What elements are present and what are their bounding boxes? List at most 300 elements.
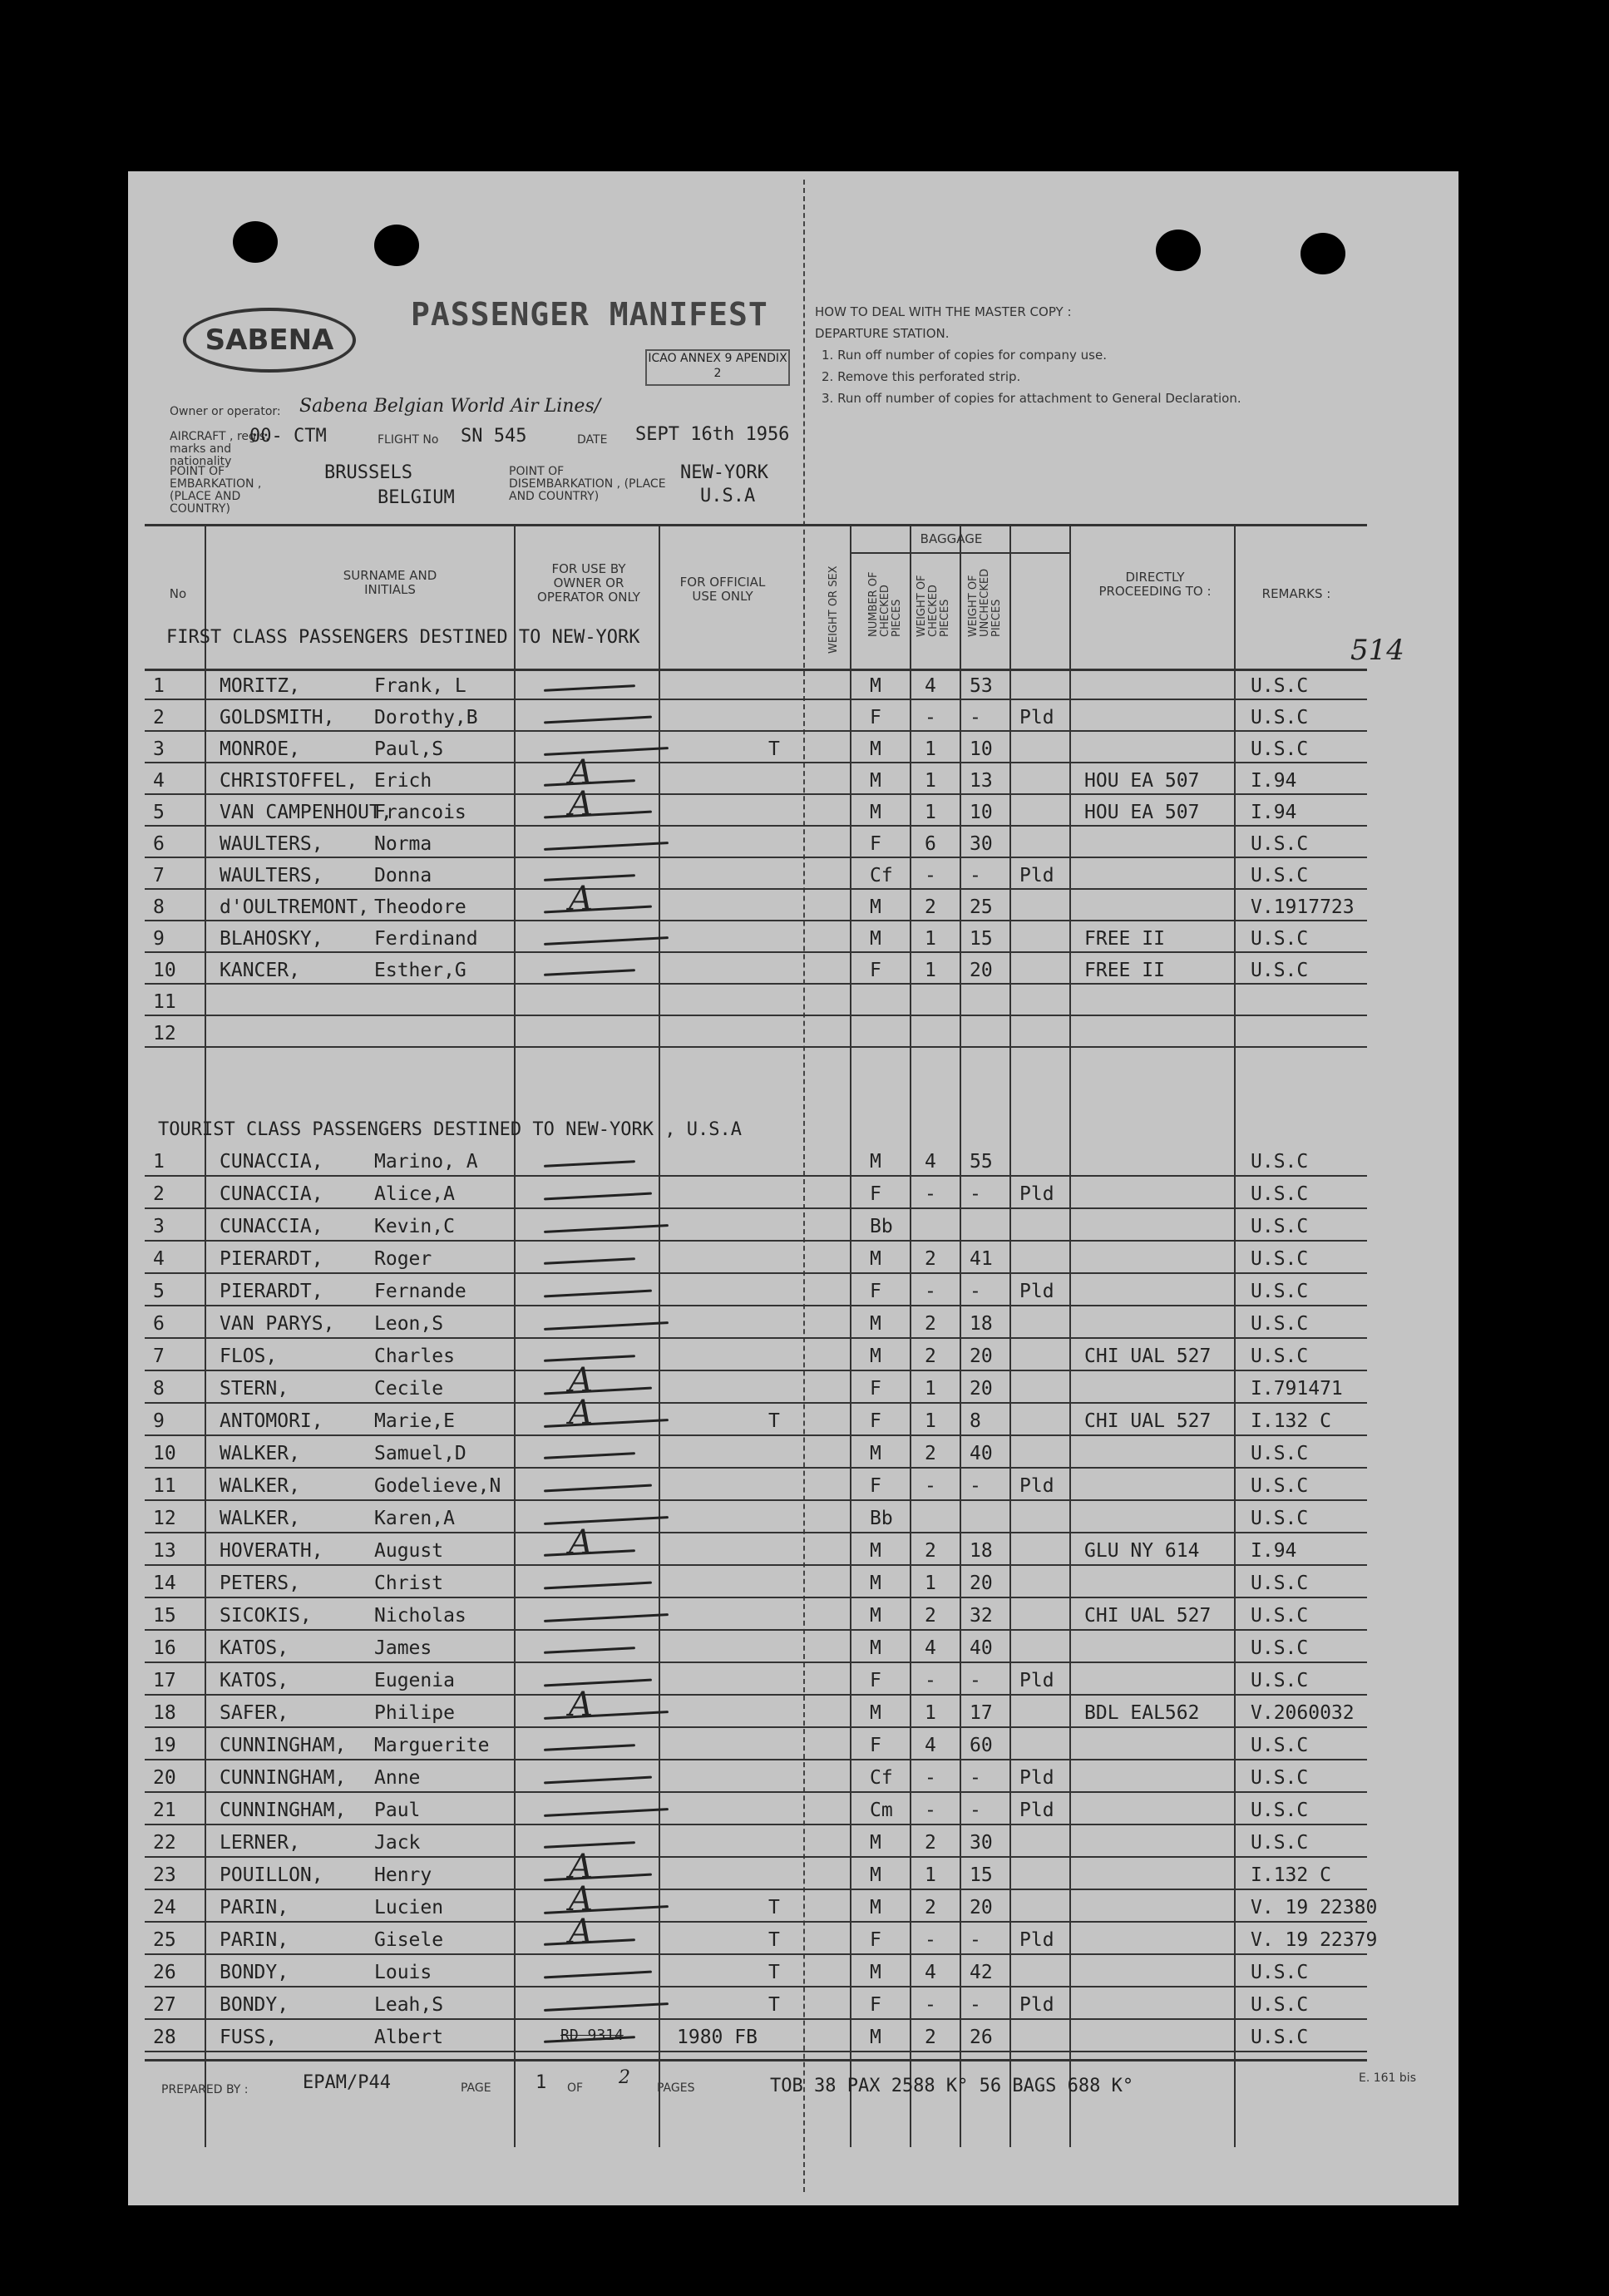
- weight-or-sex: F: [870, 707, 881, 728]
- header-weight-unchecked: WEIGHT OF UNCHECKED PIECES: [967, 568, 1003, 637]
- row-number: 1: [153, 675, 165, 697]
- weight-or-sex: F: [870, 1475, 881, 1497]
- weight-or-sex: M: [870, 1248, 881, 1270]
- column-rule: [205, 526, 206, 2147]
- checked-pieces: 1: [925, 1864, 936, 1886]
- passenger-surname: CUNACCIA,: [220, 1216, 323, 1237]
- remarks-value: U.S.C: [1251, 1475, 1309, 1497]
- proceeding-to: GLU NY 614: [1084, 1540, 1200, 1562]
- passenger-initials: Esther,G: [374, 960, 466, 981]
- passenger-surname: BONDY,: [220, 1962, 289, 1983]
- operator-signature-stroke: [544, 1971, 652, 1979]
- remarks-value: U.S.C: [1251, 675, 1309, 697]
- unchecked-weight: Pld: [1019, 1994, 1054, 2016]
- footer-rule: [145, 2059, 1367, 2061]
- remarks-value: U.S.C: [1251, 1573, 1309, 1594]
- checked-pieces: 2: [925, 1313, 936, 1335]
- checked-pieces: 4: [925, 1637, 936, 1659]
- passenger-surname: WAULTERS,: [220, 833, 323, 855]
- operator-signature-stroke: [544, 969, 635, 976]
- unchecked-weight: Pld: [1019, 1670, 1054, 1691]
- punch-hole: [374, 225, 419, 266]
- checked-weight: -: [970, 1475, 981, 1497]
- instruction-line: 2. Remove this perforated strip.: [822, 369, 1021, 384]
- passenger-initials: Alice,A: [374, 1183, 455, 1205]
- operator-signature-stroke: [544, 906, 652, 914]
- passenger-initials: Christ: [374, 1573, 444, 1594]
- checked-pieces: 1: [925, 1702, 936, 1724]
- operator-signature-stroke: [544, 1516, 669, 1525]
- remarks-value: I.94: [1251, 802, 1297, 823]
- row-number: 19: [153, 1735, 176, 1756]
- first-class-heading: FIRST CLASS PASSENGERS DESTINED TO NEW-YORK: [166, 627, 640, 648]
- handwritten-a-mark: A: [569, 1523, 593, 1562]
- header-remarks: REMARKS :: [1261, 586, 1331, 601]
- form-title: PASSENGER MANIFEST: [411, 296, 768, 333]
- checked-weight: -: [970, 1183, 981, 1205]
- unchecked-weight: Pld: [1019, 1929, 1054, 1951]
- handwritten-a-mark: A: [569, 1686, 593, 1724]
- passenger-initials: Norma: [374, 833, 432, 855]
- operator-signature-stroke: [544, 1613, 669, 1622]
- operator-signature-stroke: [544, 1387, 652, 1395]
- passenger-initials: Marie,E: [374, 1410, 455, 1432]
- table-top-rule: [145, 524, 1367, 526]
- weight-or-sex: M: [870, 1151, 881, 1173]
- column-rule: [514, 526, 516, 2147]
- checked-weight: 41: [970, 1248, 993, 1270]
- remarks-value: U.S.C: [1251, 1962, 1309, 1983]
- passenger-initials: Philipe: [374, 1702, 455, 1724]
- operator-signature-stroke: [544, 1582, 652, 1590]
- row-number: 16: [153, 1637, 176, 1659]
- instruction-line: DEPARTURE STATION.: [815, 326, 950, 341]
- passenger-surname: VAN CAMPENHOUT,: [220, 802, 392, 823]
- checked-weight: 40: [970, 1637, 993, 1659]
- passenger-initials: Dorothy,B: [374, 707, 478, 728]
- checked-pieces: 6: [925, 833, 936, 855]
- operator-signature-stroke: [544, 716, 652, 724]
- table-row-rule: [145, 762, 1367, 763]
- checked-pieces: -: [925, 865, 936, 886]
- table-row-rule: [145, 1629, 1367, 1631]
- passenger-surname: CHRISTOFFEL,: [220, 770, 358, 792]
- operator-signature-stroke: [544, 1484, 652, 1493]
- remarks-value: U.S.C: [1251, 1670, 1309, 1691]
- passenger-initials: Kevin,C: [374, 1216, 455, 1237]
- unchecked-weight: Pld: [1019, 1800, 1054, 1821]
- header-weight-checked: WEIGHT OF CHECKED PIECES: [916, 575, 951, 637]
- remarks-value: U.S.C: [1251, 833, 1309, 855]
- perforation-line: [803, 180, 805, 2192]
- table-row-rule: [145, 1726, 1367, 1728]
- remarks-value: U.S.C: [1251, 1832, 1309, 1854]
- weight-or-sex: M: [870, 1540, 881, 1562]
- checked-weight: 20: [970, 1573, 993, 1594]
- header-surname: SURNAME AND INITIALS: [343, 568, 437, 597]
- remarks-value: U.S.C: [1251, 1767, 1309, 1789]
- checked-weight: 15: [970, 928, 993, 950]
- table-row-rule: [145, 1046, 1367, 1048]
- unchecked-weight: Pld: [1019, 1475, 1054, 1497]
- passenger-surname: WALKER,: [220, 1508, 300, 1529]
- weight-or-sex: M: [870, 1605, 881, 1627]
- handwritten-a-mark: A: [569, 753, 593, 792]
- table-row-rule: [145, 1694, 1367, 1696]
- passenger-surname: HOVERATH,: [220, 1540, 323, 1562]
- checked-pieces: 1: [925, 1573, 936, 1594]
- header-weight-sex: WEIGHT OR SEX: [827, 565, 840, 654]
- table-row-rule: [145, 983, 1367, 985]
- row-number: 14: [153, 1573, 176, 1594]
- proceeding-to: FREE II: [1084, 960, 1165, 981]
- checked-weight: 53: [970, 675, 993, 697]
- passenger-initials: Paul: [374, 1800, 421, 1821]
- operator-signature-stroke: [544, 684, 635, 692]
- aircraft-value: 00- CTM: [249, 426, 327, 447]
- checked-weight: -: [970, 1994, 981, 2016]
- operator-signature-stroke: [544, 1905, 669, 1914]
- operator-signature-stroke: [544, 1808, 669, 1817]
- row-number: 6: [153, 833, 165, 855]
- operator-signature-stroke: [544, 1224, 669, 1233]
- table-row-rule: [145, 793, 1367, 795]
- remarks-value: U.S.C: [1251, 1346, 1309, 1367]
- handwritten-a-mark: A: [569, 1394, 593, 1432]
- column-rule: [659, 526, 660, 2147]
- checked-pieces: 2: [925, 1832, 936, 1854]
- weight-or-sex: F: [870, 960, 881, 981]
- table-row-rule: [145, 951, 1367, 953]
- weight-or-sex: F: [870, 1670, 881, 1691]
- passenger-surname: SAFER,: [220, 1702, 289, 1724]
- row-number: 28: [153, 2027, 176, 2048]
- table-row-rule: [145, 1597, 1367, 1598]
- checked-pieces: 1: [925, 960, 936, 981]
- column-rule: [1009, 526, 1011, 2147]
- passenger-initials: August: [374, 1540, 444, 1562]
- instruction-line: 1. Run off number of copies for company use.: [822, 348, 1107, 363]
- row-number: 27: [153, 1994, 176, 2016]
- remarks-value: U.S.C: [1251, 1281, 1309, 1302]
- unchecked-weight: Pld: [1019, 1767, 1054, 1789]
- checked-weight: 30: [970, 833, 993, 855]
- checked-pieces: 1: [925, 802, 936, 823]
- checked-pieces: 2: [925, 1605, 936, 1627]
- remarks-value: I.791471: [1251, 1378, 1343, 1400]
- operator-signature-stroke: [544, 1744, 635, 1751]
- remarks-value: U.S.C: [1251, 1216, 1309, 1237]
- row-number: 12: [153, 1508, 176, 1529]
- checked-pieces: 4: [925, 1735, 936, 1756]
- remarks-value: V. 19 22379: [1251, 1929, 1378, 1951]
- passenger-surname: CUNACCIA,: [220, 1151, 323, 1173]
- checked-weight: 18: [970, 1540, 993, 1562]
- of-value: 2: [619, 2067, 630, 2088]
- weight-or-sex: F: [870, 1281, 881, 1302]
- passenger-initials: Cecile: [374, 1378, 444, 1400]
- checked-weight: 30: [970, 1832, 993, 1854]
- remarks-value: U.S.C: [1251, 1637, 1309, 1659]
- passenger-surname: VAN PARYS,: [220, 1313, 335, 1335]
- remarks-value: U.S.C: [1251, 1443, 1309, 1464]
- remarks-value: U.S.C: [1251, 1735, 1309, 1756]
- checked-weight: 32: [970, 1605, 993, 1627]
- handwritten-a-mark: A: [569, 1848, 593, 1886]
- passenger-initials: Fernande: [374, 1281, 466, 1302]
- remarks-value: U.S.C: [1251, 960, 1309, 981]
- checked-weight: 17: [970, 1702, 993, 1724]
- remarks-value: U.S.C: [1251, 1248, 1309, 1270]
- passenger-surname: STERN,: [220, 1378, 289, 1400]
- checked-pieces: 2: [925, 1540, 936, 1562]
- passenger-surname: PARIN,: [220, 1897, 289, 1918]
- checked-weight: -: [970, 1767, 981, 1789]
- row-number: 26: [153, 1962, 176, 1983]
- operator-signature-stroke: [544, 1192, 652, 1201]
- manifest-sheet: [128, 171, 1458, 2205]
- table-row-rule: [145, 1240, 1367, 1242]
- passenger-surname: GOLDSMITH,: [220, 707, 335, 728]
- remarks-value: V. 19 22380: [1251, 1897, 1378, 1918]
- passenger-surname: SICOKIS,: [220, 1605, 312, 1627]
- weight-or-sex: F: [870, 833, 881, 855]
- weight-or-sex: M: [870, 1346, 881, 1367]
- passenger-initials: Gisele: [374, 1929, 444, 1951]
- passenger-surname: BLAHOSKY,: [220, 928, 323, 950]
- checked-weight: 20: [970, 1346, 993, 1367]
- official-use: T: [768, 738, 780, 760]
- weight-or-sex: Bb: [870, 1508, 893, 1529]
- form-code: E. 161 bis: [1359, 2071, 1416, 2085]
- checked-pieces: 1: [925, 928, 936, 950]
- row-number: 8: [153, 896, 165, 918]
- table-row-rule: [145, 1175, 1367, 1177]
- checked-weight: 15: [970, 1864, 993, 1886]
- operator-signature-stroke: [544, 747, 669, 756]
- weight-or-sex: F: [870, 1378, 881, 1400]
- remarks-value: U.S.C: [1251, 865, 1309, 886]
- checked-weight: -: [970, 865, 981, 886]
- passenger-initials: James: [374, 1637, 432, 1659]
- official-use: T: [768, 1994, 780, 2016]
- passenger-surname: PIERARDT,: [220, 1281, 323, 1302]
- passenger-surname: ANTOMORI,: [220, 1410, 323, 1432]
- passenger-initials: Leon,S: [374, 1313, 444, 1335]
- remarks-value: U.S.C: [1251, 1800, 1309, 1821]
- header-owner: FOR USE BY OWNER OR OPERATOR ONLY: [537, 561, 640, 605]
- table-row-rule: [145, 1305, 1367, 1306]
- column-rule: [1069, 526, 1071, 2147]
- table-row-rule: [145, 1370, 1367, 1371]
- checked-pieces: 1: [925, 1378, 936, 1400]
- weight-or-sex: F: [870, 1410, 881, 1432]
- passenger-initials: Marguerite: [374, 1735, 490, 1756]
- remarks-value: U.S.C: [1251, 738, 1309, 760]
- proceeding-to: CHI UAL 527: [1084, 1410, 1212, 1432]
- checked-weight: 26: [970, 2027, 993, 2048]
- operator-signature-stroke: [544, 811, 652, 819]
- unchecked-weight: Pld: [1019, 1281, 1054, 1302]
- operator-signature-stroke: [544, 1321, 669, 1331]
- operator-signature-stroke: [544, 1874, 652, 1882]
- checked-weight: 10: [970, 802, 993, 823]
- checked-weight: 20: [970, 960, 993, 981]
- operator-signature-stroke: [544, 1419, 669, 1428]
- passenger-initials: Lucien: [374, 1897, 444, 1918]
- unchecked-weight: Pld: [1019, 865, 1054, 886]
- passenger-surname: CUNNINGHAM,: [220, 1735, 347, 1756]
- row-number: 6: [153, 1313, 165, 1335]
- header-baggage: BAGGAGE: [920, 531, 983, 546]
- passenger-surname: PARIN,: [220, 1929, 289, 1951]
- weight-or-sex: M: [870, 1573, 881, 1594]
- table-row-rule: [145, 1272, 1367, 1274]
- table-row-rule: [145, 1207, 1367, 1209]
- passenger-initials: Anne: [374, 1767, 421, 1789]
- punch-hole: [233, 221, 278, 263]
- punch-hole: [1156, 230, 1201, 271]
- row-number: 25: [153, 1929, 176, 1951]
- remarks-value: V.1917723: [1251, 896, 1355, 918]
- official-use: T: [768, 1962, 780, 1983]
- row-number: 3: [153, 1216, 165, 1237]
- table-row-rule: [145, 2018, 1367, 2020]
- remarks-value: V.2060032: [1251, 1702, 1355, 1724]
- passenger-surname: CUNNINGHAM,: [220, 1767, 347, 1789]
- table-row-rule: [145, 1889, 1367, 1890]
- row-number: 4: [153, 770, 165, 792]
- checked-pieces: -: [925, 1929, 936, 1951]
- checked-pieces: 2: [925, 1248, 936, 1270]
- remarks-value: U.S.C: [1251, 1605, 1309, 1627]
- checked-weight: -: [970, 1281, 981, 1302]
- page-value: 1: [536, 2072, 547, 2093]
- table-row-rule: [145, 1434, 1367, 1436]
- official-use: 1980 FB: [677, 2027, 758, 2048]
- owner-note: RD 9314: [560, 2027, 624, 2044]
- row-number: 17: [153, 1670, 176, 1691]
- checked-pieces: 2: [925, 2027, 936, 2048]
- weight-or-sex: M: [870, 2027, 881, 2048]
- official-use: T: [768, 1897, 780, 1918]
- operator-signature-stroke: [544, 1290, 652, 1298]
- checked-pieces: 1: [925, 1410, 936, 1432]
- checked-weight: 20: [970, 1378, 993, 1400]
- table-row-rule: [145, 825, 1367, 827]
- weight-or-sex: M: [870, 802, 881, 823]
- row-number: 9: [153, 1410, 165, 1432]
- table-row-rule: [145, 888, 1367, 890]
- passenger-initials: Roger: [374, 1248, 432, 1270]
- weight-or-sex: M: [870, 738, 881, 760]
- row-number: 1: [153, 1151, 165, 1173]
- row-number: 12: [153, 1023, 176, 1044]
- row-number: 5: [153, 802, 165, 823]
- prepared-value: EPAM/P44: [303, 2072, 391, 2093]
- passenger-surname: WALKER,: [220, 1475, 300, 1497]
- punch-hole: [1301, 233, 1345, 274]
- checked-pieces: 1: [925, 770, 936, 792]
- row-number: 10: [153, 960, 176, 981]
- checked-weight: -: [970, 1929, 981, 1951]
- proceeding-to: CHI UAL 527: [1084, 1605, 1212, 1627]
- remarks-value: I.94: [1251, 770, 1297, 792]
- weight-or-sex: F: [870, 1735, 881, 1756]
- aircraft-label: AIRCRAFT , regis. marks and nationality: [170, 430, 269, 468]
- checked-pieces: -: [925, 1800, 936, 1821]
- handwritten-a-mark: A: [569, 880, 593, 918]
- proceeding-to: CHI UAL 527: [1084, 1346, 1212, 1367]
- unchecked-weight: Pld: [1019, 1183, 1054, 1205]
- disembark-country: U.S.A: [700, 486, 756, 506]
- weight-or-sex: M: [870, 1443, 881, 1464]
- checked-weight: -: [970, 1800, 981, 1821]
- row-number: 11: [153, 1475, 176, 1497]
- passenger-surname: CUNNINGHAM,: [220, 1800, 347, 1821]
- tourist-class-heading: TOURIST CLASS PASSENGERS DESTINED TO NEW-YORK , U.S.A: [158, 1119, 742, 1140]
- remarks-value: U.S.C: [1251, 1313, 1309, 1335]
- passenger-initials: Henry: [374, 1864, 432, 1886]
- checked-pieces: 2: [925, 1346, 936, 1367]
- proceeding-to: HOU EA 507: [1084, 802, 1200, 823]
- row-number: 7: [153, 865, 165, 886]
- row-number: 10: [153, 1443, 176, 1464]
- table-row-rule: [145, 1467, 1367, 1469]
- page-label: PAGE: [461, 2081, 491, 2095]
- flight-label: FLIGHT No: [378, 433, 439, 447]
- table-row-rule: [145, 1986, 1367, 1987]
- proceeding-to: HOU EA 507: [1084, 770, 1200, 792]
- passenger-initials: Albert: [374, 2027, 444, 2048]
- remarks-value: I.132 C: [1251, 1864, 1331, 1886]
- checked-weight: 25: [970, 896, 993, 918]
- checked-weight: -: [970, 1670, 981, 1691]
- remarks-value: I.94: [1251, 1540, 1297, 1562]
- table-row-rule: [145, 1824, 1367, 1825]
- column-rule: [1234, 526, 1236, 2147]
- passenger-initials: Karen,A: [374, 1508, 455, 1529]
- column-rule: [910, 526, 911, 2147]
- passenger-initials: Godelieve,N: [374, 1475, 501, 1497]
- column-rule: [850, 526, 851, 2147]
- row-number: 2: [153, 707, 165, 728]
- table-row-rule: [145, 1564, 1367, 1566]
- operator-label: Owner or operator:: [170, 405, 281, 418]
- of-label: OF: [567, 2081, 584, 2095]
- passenger-initials: Ferdinand: [374, 928, 478, 950]
- passenger-surname: PIERARDT,: [220, 1248, 323, 1270]
- proceeding-to: FREE II: [1084, 928, 1165, 950]
- table-row-rule: [145, 1791, 1367, 1793]
- handwritten-a-mark: A: [569, 1880, 593, 1918]
- passenger-surname: d'OULTREMONT,: [220, 896, 370, 918]
- table-row-rule: [145, 1953, 1367, 1955]
- date-label: DATE: [577, 433, 608, 447]
- passenger-initials: Theodore: [374, 896, 466, 918]
- checked-pieces: 2: [925, 1443, 936, 1464]
- passenger-surname: FUSS,: [220, 2027, 278, 2048]
- table-row-rule: [145, 730, 1367, 732]
- annex-box: ICAO ANNEX 9 APENDIX 2: [645, 349, 790, 386]
- operator-signature-stroke: [544, 1776, 652, 1785]
- weight-or-sex: M: [870, 928, 881, 950]
- row-number: 21: [153, 1800, 176, 1821]
- weight-or-sex: M: [870, 1313, 881, 1335]
- weight-or-sex: M: [870, 896, 881, 918]
- passenger-initials: Eugenia: [374, 1670, 455, 1691]
- operator-signature-stroke: [544, 1647, 635, 1654]
